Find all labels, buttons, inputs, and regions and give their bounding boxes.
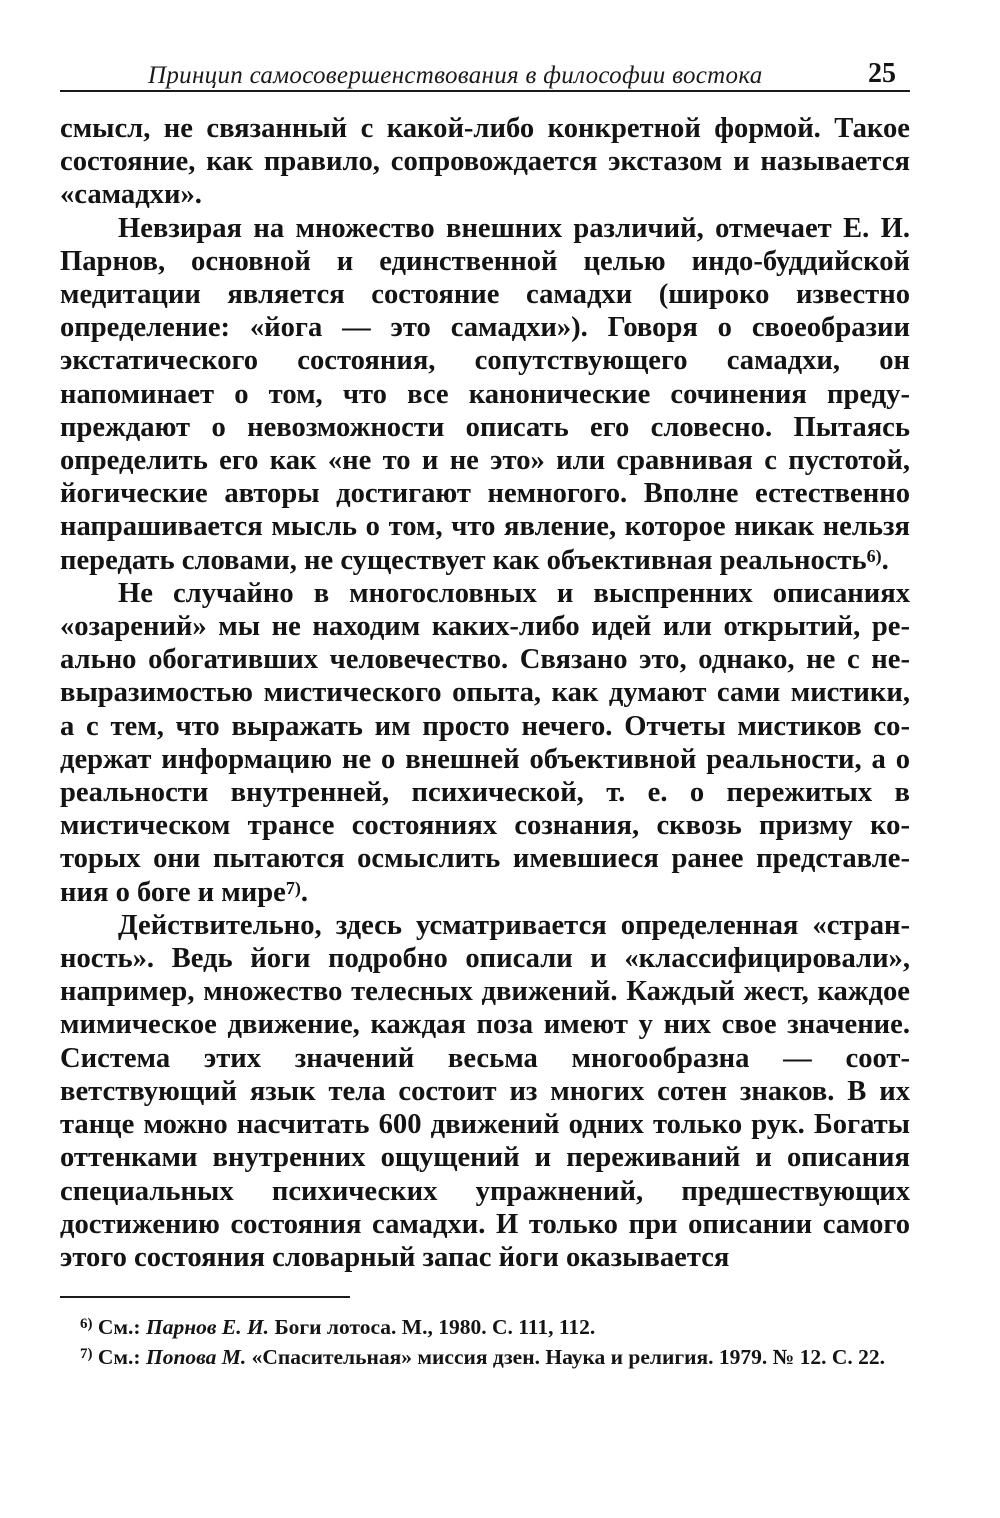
paragraph-1-text: смысл, не связанный с какой-либо конкретной формой. Такое состояние, как правило, сопровождается экстазом и называется «самадхи». — [60, 113, 910, 211]
paragraph-4-text: Действительно, здесь усматривается определенная «странность». Ведь йоги подробно описали и «классифицировали», например, множество телесных движений. Каждый жест, каждое мимическое движение, каждая поза имеют у них свое значение. Система этих значений весьма многообразна — соответствующий язык тела состоит из многих сотен знаков. В их танце можно насчитать 600 движений одних только рук. Богаты оттенками внутренних ощущений и переживаний и описания специальных психических упражнений, предшествующих достижению состояния самадхи. И только при описании самого этого состояния словарный запас йоги оказывается — [60, 909, 910, 1273]
footnotes — [60, 1312, 910, 1372]
footnote-6-prefix: См.: — [92, 1315, 146, 1340]
footnote-7-mark: 7) — [80, 1346, 93, 1363]
footnote-ref-6[interactable]: 6) — [866, 545, 882, 566]
main-text — [60, 112, 910, 1274]
footnote-divider — [60, 1296, 350, 1298]
page-number: 25 — [868, 58, 896, 89]
footnote-6 — [60, 1312, 910, 1342]
paragraph-2-end: . — [881, 544, 889, 576]
paragraph-3 — [60, 577, 910, 909]
footnote-7-author: Попова М. — [145, 1345, 247, 1370]
footnote-6-author: Парнов Е. И. — [145, 1315, 270, 1340]
footnote-6-rest: Боги лотоса. М., 1980. С. 111, 112. — [269, 1315, 596, 1340]
running-title: Принцип самосовершенствования в философии востока — [148, 62, 763, 89]
paragraph-1 — [60, 112, 910, 212]
paragraph-3-end: . — [300, 876, 309, 908]
paragraph-4 — [60, 909, 910, 1274]
book-page — [60, 40, 910, 1372]
footnote-ref-7[interactable]: 7) — [285, 877, 301, 898]
footnote-7-rest: «Спасительная» миссия дзен. Наука и религия. 1979. № 12. С. 22. — [246, 1345, 886, 1370]
paragraph-3-text: Не случайно в многословных и выспренних описаниях «озарений» мы не находим каких-либо идей или открытий, реально обогативших человечество. Связано это, однако, не с невыразимостью мистического опыта, как думают сами мистики, а с тем, что выражать им просто нечего. Отчеты мистиков содержат информацию не о внешней объективной реальности, а о реальности внутренней, психической, т. е. о пережитых в мистическом трансе состояниях сознания, сквозь призму которых они пытаются осмыслить имевшиеся ранее представления о боге и мире — [60, 577, 910, 908]
paragraph-2-text: Невзирая на множество внешних различий, отмечает Е. И. Парнов, основной и единственной целью индо-буддийской медитации является состояние самадхи (широко известно определение: «йога — это самадхи»). Говоря о своеобразии экстатического состояния, сопутствующего самадхи, он напоминает о том, что все канонические сочинения предупреждают о невозможности описать его словесно. Пытаясь определить его как «не то и не это» или сравнивая с пустотой, йогические авторы достигают немногого. Вполне естественно напрашивается мысль о том, что явление, которое никак нельзя передать словами, не существует как объективная реальность — [60, 212, 910, 576]
paragraph-2 — [60, 212, 910, 577]
footnote-6-mark: 6) — [80, 1316, 93, 1333]
running-header — [60, 40, 910, 92]
footnote-7-prefix: См.: — [92, 1345, 146, 1370]
footnote-7 — [60, 1342, 910, 1372]
